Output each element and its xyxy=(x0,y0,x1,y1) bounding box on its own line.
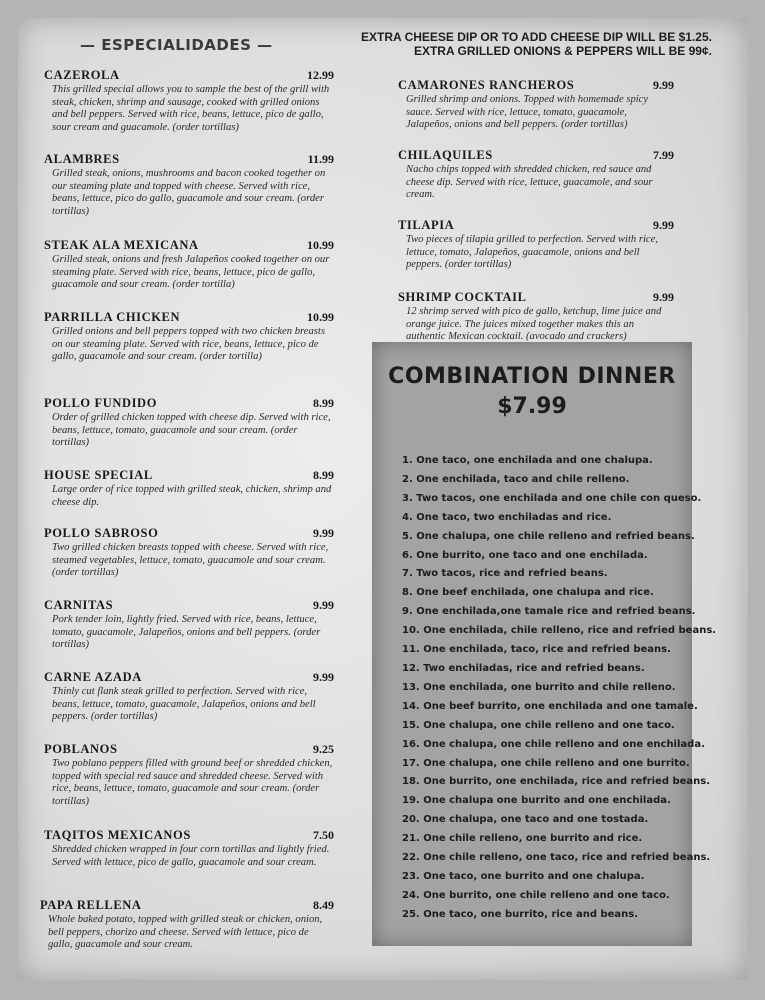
combination-item: 18. One burrito, one enchilada, rice and refried beans. xyxy=(402,776,711,788)
item-price: 10.99 xyxy=(307,238,334,252)
combination-item: 13. One enchilada, one burrito and chile relleno. xyxy=(402,681,676,693)
item-price: 9.99 xyxy=(653,290,674,304)
item-description: Two pieces of tilapia grilled to perfection. Served with rice, lettuce, tomato, Jalapeños, guacamole, onions and bell peppers. (order tortillas) xyxy=(406,234,658,271)
menu-item-poblanos xyxy=(44,742,334,808)
menu-item-pollo-fundido xyxy=(44,396,334,450)
combination-item: 11. One enchilada, taco, rice and refried beans. xyxy=(402,644,671,656)
combination-price: $7.99 xyxy=(497,394,567,419)
item-description: Two grilled chicken breasts topped with cheese. Served with rice, steamed vegetables, lettuce, tomato, guacamole and sour cream. (order tortillas) xyxy=(52,542,329,579)
combination-item: 8. One beef enchilada, one chalupa and rice. xyxy=(402,587,654,599)
combination-item: 20. One chalupa, one taco and one tostada. xyxy=(402,814,649,826)
combination-item: 22. One chile relleno, one taco, rice and refried beans. xyxy=(402,852,711,864)
combination-item: 21. One chile relleno, one burrito and rice. xyxy=(402,833,643,845)
item-name: CAMARONES RANCHEROS xyxy=(398,78,575,92)
notice-onions-peppers: EXTRA GRILLED ONIONS & PEPPERS WILL BE 99¢. xyxy=(413,44,712,58)
item-description: 12 shrimp served with pico de gallo, ketchup, lime juice and orange juice. The juices mixed together makes this an authentic Mexican cocktail. (avocado and crackers) xyxy=(406,306,662,343)
item-description: Grilled shrimp and onions. Topped with homemade spicy sauce. Served with rice, lettuce, tomato, guacamole, Jalapeños, onions and bell peppers. (order tortillas) xyxy=(406,94,649,131)
item-price: 7.99 xyxy=(653,148,674,162)
item-price: 9.25 xyxy=(313,742,334,756)
item-description: Pork tender loin, lightly fried. Served with rice, beans, lettuce, tomato, guacamole, Jalapeños, onions and bell peppers. (order tortillas) xyxy=(52,614,321,651)
combination-item: 4. One taco, two enchiladas and rice. xyxy=(402,511,612,523)
menu-item-carne-azada xyxy=(44,670,334,724)
menu-item-alambres xyxy=(44,152,334,218)
combination-item: 9. One enchilada,one tamale rice and refried beans. xyxy=(402,606,696,618)
combination-item: 25. One taco, one burrito, rice and beans. xyxy=(402,908,639,920)
item-price: 9.99 xyxy=(653,218,674,232)
menu-item-papa-rellena xyxy=(40,898,334,952)
combination-item: 19. One chalupa one burrito and one enchilada. xyxy=(402,795,671,807)
item-description: Grilled steak, onions and fresh Jalapeños cooked together on our steaming plate. Served with rice, beans, lettuce, pico de gallo, guacamole and sour cream. (order tortilla) xyxy=(52,254,330,291)
item-name: POBLANOS xyxy=(44,742,118,756)
combination-dinner-box xyxy=(372,342,717,946)
item-description: Grilled onions and bell peppers topped with two chicken breasts on our steaming plate. Served with rice, beans, lettuce, pico de gallo, guacamole and sour cream. (order tortilla) xyxy=(52,326,325,363)
menu-item-house-special xyxy=(44,468,334,509)
item-name: CARNITAS xyxy=(44,598,114,612)
item-price: 8.49 xyxy=(313,898,334,912)
item-description: Shredded chicken wrapped in four corn tortillas and lightly fried. Served with lettuce, pico de gallo, guacamole and sour cream. xyxy=(52,844,330,868)
menu-item-shrimp-cocktail xyxy=(398,290,674,344)
item-name: PARRILLA CHICKEN xyxy=(44,310,181,324)
extras-notice xyxy=(352,30,712,58)
menu-item-pollo-sabroso xyxy=(44,526,334,580)
menu-item-cazerola xyxy=(44,68,334,134)
combination-item: 14. One beef burrito, one enchilada and one tamale. xyxy=(402,700,698,712)
item-name: TAQITOS MEXICANOS xyxy=(44,828,191,842)
combination-item: 3. Two tacos, one enchilada and one chile con queso. xyxy=(402,492,702,504)
combination-item: 16. One chalupa, one chile relleno and one enchilada. xyxy=(402,738,705,750)
item-name: PAPA RELLENA xyxy=(40,898,142,912)
combination-item: 7. Two tacos, rice and refried beans. xyxy=(402,568,608,580)
item-description: Two poblano peppers filled with ground beef or shredded chicken, topped with special red sauce and shredded cheese. Served with rice, beans, lettuce, tomato, guacamole and sour cream. (order tortillas) xyxy=(52,758,333,807)
item-price: 8.99 xyxy=(313,396,334,410)
item-name: POLLO SABROSO xyxy=(44,526,159,540)
item-description: Whole baked potato, topped with grilled steak or chicken, onion, bell peppers, chorizo and cheese. Served with lettuce, pico de gallo, guacamole and sour cream. xyxy=(48,914,323,951)
menu-item-parrilla-chicken xyxy=(44,310,334,364)
item-name: SHRIMP COCKTAIL xyxy=(398,290,527,304)
item-price: 7.50 xyxy=(313,828,334,842)
item-name: CARNE AZADA xyxy=(44,670,142,684)
combination-item: 12. Two enchiladas, rice and refried beans. xyxy=(402,662,645,674)
notice-cheese-dip: EXTRA CHEESE DIP OR TO ADD CHEESE DIP WILL BE $1.25. xyxy=(361,30,712,44)
item-name: TILAPIA xyxy=(398,218,455,232)
item-description: This grilled special allows you to sample the best of the grill with steak, chicken, shrimp and sausage, cooked with grilled onions and bell peppers. Served with rice, beans, lettuce, pico de gallo, sour cream and guacamole. (order tortillas) xyxy=(52,84,330,133)
menu-item-steak-ala-mexicana xyxy=(44,238,334,292)
item-price: 9.99 xyxy=(313,598,334,612)
combination-item: 5. One chalupa, one chile relleno and refried beans. xyxy=(402,530,695,542)
item-price: 10.99 xyxy=(307,310,334,324)
item-name: CHILAQUILES xyxy=(398,148,493,162)
combination-item: 2. One enchilada, taco and chile relleno. xyxy=(402,473,630,485)
menu-item-chilaquiles xyxy=(398,148,674,202)
item-price: 8.99 xyxy=(313,468,334,482)
item-description: Grilled steak, onions, mushrooms and bacon cooked together on our steaming plate and topped with cheese. Served with rice, beans, lettuce, pico do gallo, guacamole and sour cream. (order tortillas) xyxy=(52,168,326,217)
item-price: 9.99 xyxy=(313,526,334,540)
combination-item: 17. One chalupa, one chile relleno and one burrito. xyxy=(402,757,690,769)
menu-item-tilapia xyxy=(398,218,674,272)
menu-item-carnitas xyxy=(44,598,334,652)
menu-item-camarones-rancheros xyxy=(398,78,674,132)
item-name: POLLO FUNDIDO xyxy=(44,396,158,410)
item-price: 9.99 xyxy=(653,78,674,92)
menu-item-taqitos-mexicanos xyxy=(44,828,334,869)
combination-list xyxy=(402,452,717,925)
item-name: HOUSE SPECIAL xyxy=(44,468,153,482)
item-price: 12.99 xyxy=(307,68,334,82)
item-description: Thinly cut flank steak grilled to perfection. Served with rice, beans, lettuce, tomato, guacamole, Jalapeños, onions and bell peppers. (order tortillas) xyxy=(52,686,316,723)
item-name: STEAK ALA MEXICANA xyxy=(44,238,199,252)
combination-title: COMBINATION DINNER xyxy=(388,364,676,389)
combination-item: 23. One taco, one burrito and one chalupa. xyxy=(402,870,645,882)
item-name: CAZEROLA xyxy=(44,68,120,82)
combination-item: 1. One taco, one enchilada and one chalupa. xyxy=(402,455,653,466)
combination-item: 6. One burrito, one taco and one enchilada. xyxy=(402,549,648,561)
item-description: Nacho chips topped with shredded chicken, red sauce and cheese dip. Served with rice, lettuce, guacamole, and sour cream. xyxy=(406,164,653,201)
item-description: Large order of rice topped with grilled steak, chicken, shrimp and cheese dip. xyxy=(52,484,332,508)
combination-item: 10. One enchilada, chile relleno, rice and refried beans. xyxy=(402,625,717,637)
item-price: 11.99 xyxy=(307,152,334,166)
item-price: 9.99 xyxy=(313,670,334,684)
combination-item: 24. One burrito, one chile relleno and one taco. xyxy=(402,889,670,901)
item-description: Order of grilled chicken topped with cheese dip. Served with rice, beans, lettuce, tomato, guacamole and sour cream. (order tortillas) xyxy=(52,412,331,449)
item-name: ALAMBRES xyxy=(44,152,120,166)
combination-item: 15. One chalupa, one chile relleno and one taco. xyxy=(402,719,675,731)
section-title-especialidades: — ESPECIALIDADES — xyxy=(80,36,273,54)
